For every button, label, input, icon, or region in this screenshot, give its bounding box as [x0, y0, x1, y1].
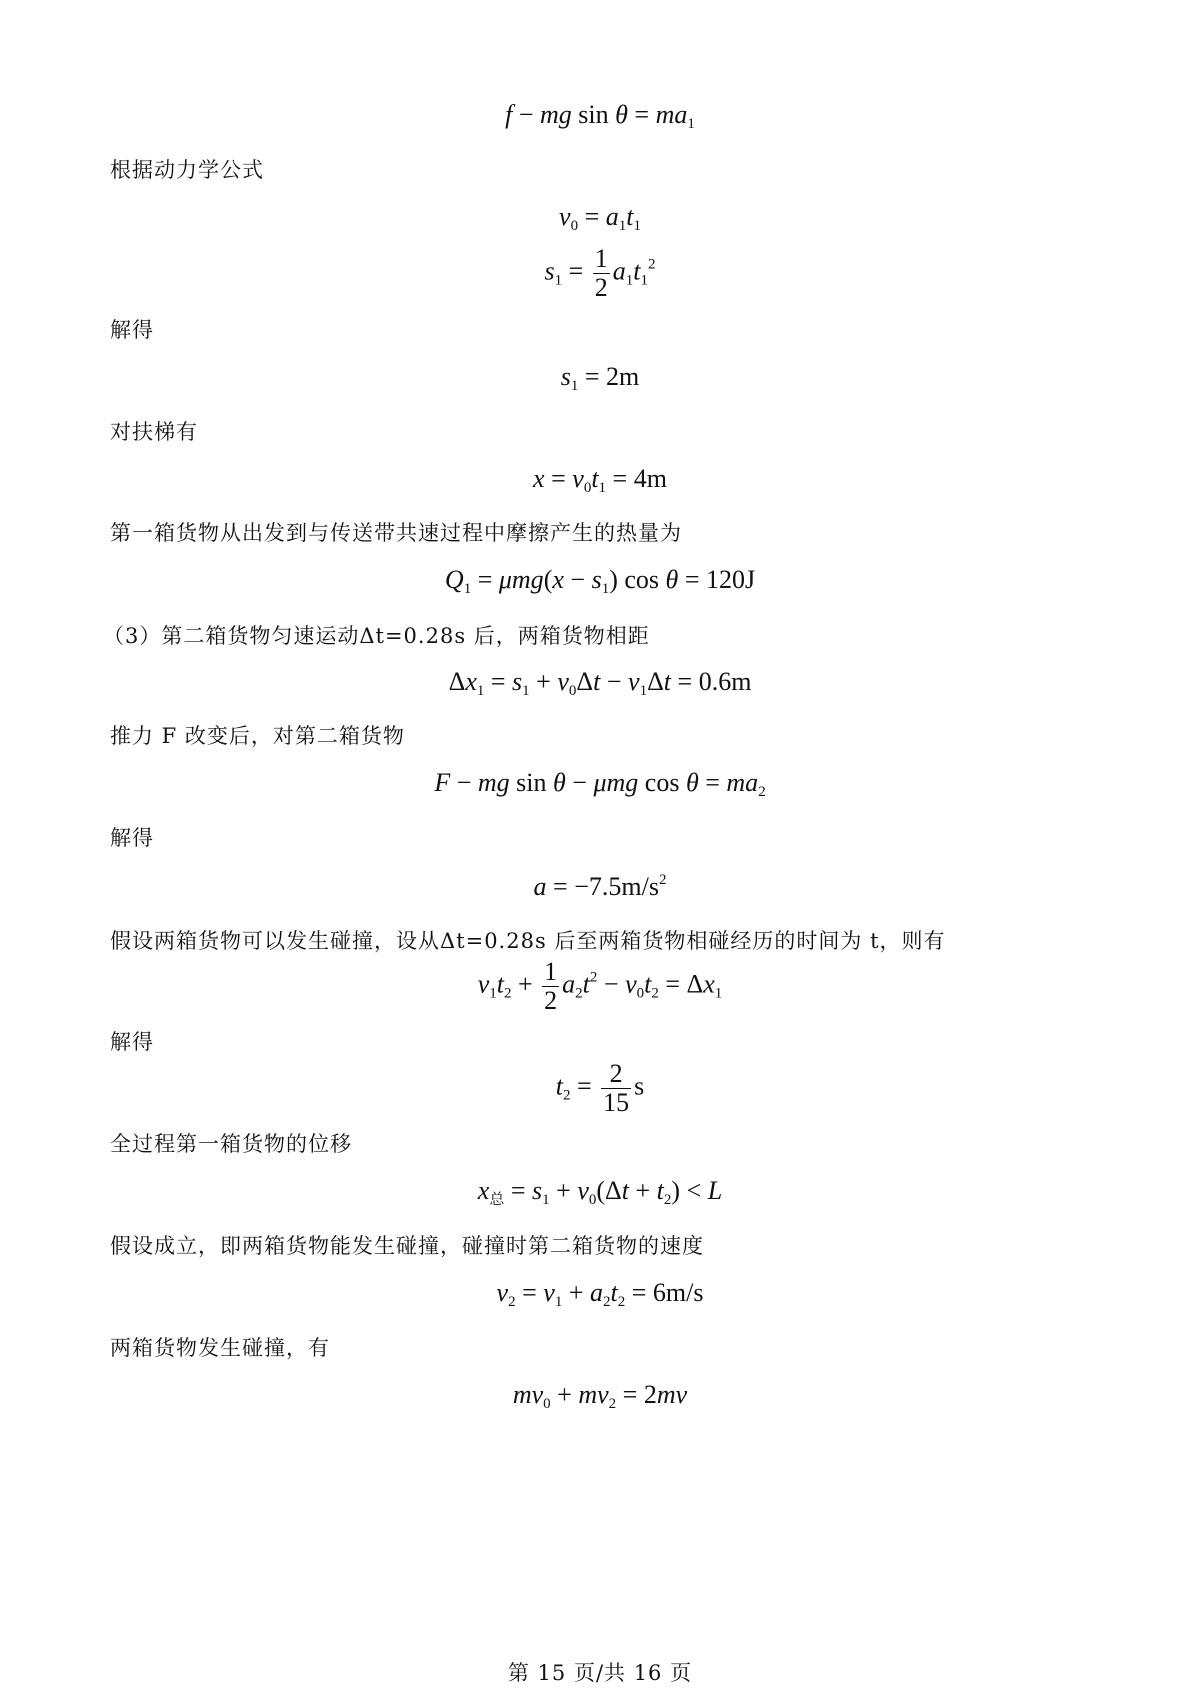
text-heat: 第一箱货物从出发到与传送带共速过程中摩擦产生的热量为	[110, 521, 682, 545]
text-escalator: 对扶梯有	[110, 420, 198, 444]
equation-s1: $s_1$ = $\frac{1}{2}$ $a_1t_1^2$	[544, 244, 656, 302]
text-force-change: 推力 F 改变后，对第二箱货物	[110, 724, 405, 748]
text-dynamics-formula: 根据动力学公式	[110, 158, 264, 182]
equation-acceleration: $a = -7.5m/s^2$	[533, 872, 667, 901]
equation-delta-x1: $\Delta x_1 = s_1 + v_0\Delta t - v_1\Delta t = 0.6m$	[448, 667, 752, 699]
equation-s1-value: $s_1 = 2m$	[560, 362, 640, 394]
equation-collision-condition: $v_1t_2$ + $\frac{1}{2}$ $a_2t^2 - v_0t_2 = \Delta x_1$	[477, 957, 723, 1015]
text-solve-2: 解得	[110, 826, 154, 850]
equation-momentum: $mv_0 + mv_2 = 2mv$	[512, 1380, 688, 1412]
equation-friction: f − mg $\sin \theta = ma_1$	[505, 100, 695, 132]
page-footer: 第 15 页/共 16 页	[507, 1661, 693, 1685]
text-displacement: 全过程第一箱货物的位移	[110, 1132, 352, 1156]
equation-heat: $Q_1 = \mu mg(x - s_1)$ cos θ = 120J	[444, 565, 756, 597]
text-solve-3: 解得	[110, 1030, 154, 1054]
text-assume-collision: 假设两箱货物可以发生碰撞，设从Δt=0.28s 后至两箱货物相碰经历的时间为 t，则有	[110, 929, 946, 953]
equation-x: $x = v_0t_1 = 4m$	[533, 464, 667, 496]
equation-total-displacement: $x_总 = s_1 + v_0(\Delta t + t_2) < L$	[477, 1176, 723, 1208]
text-part-3: （3）第二箱货物匀速运动Δt=0.28s 后，两箱货物相距	[103, 624, 650, 648]
equation-force: F − mg sin θ − μmg $\cos \theta = ma_2$	[434, 768, 766, 800]
text-solve-1: 解得	[110, 318, 154, 342]
text-collision: 两箱货物发生碰撞，有	[110, 1336, 330, 1360]
text-assumption-valid: 假设成立，即两箱货物能发生碰撞，碰撞时第二箱货物的速度	[110, 1234, 704, 1258]
equation-t2: $t_2$ = $\frac{2}{15}$ s	[555, 1059, 645, 1117]
equation-v2: $v_2 = v_1 + a_2t_2 = 6m/s$	[496, 1278, 704, 1310]
equation-v0: $v_0 = a_1t_1$	[559, 202, 641, 234]
